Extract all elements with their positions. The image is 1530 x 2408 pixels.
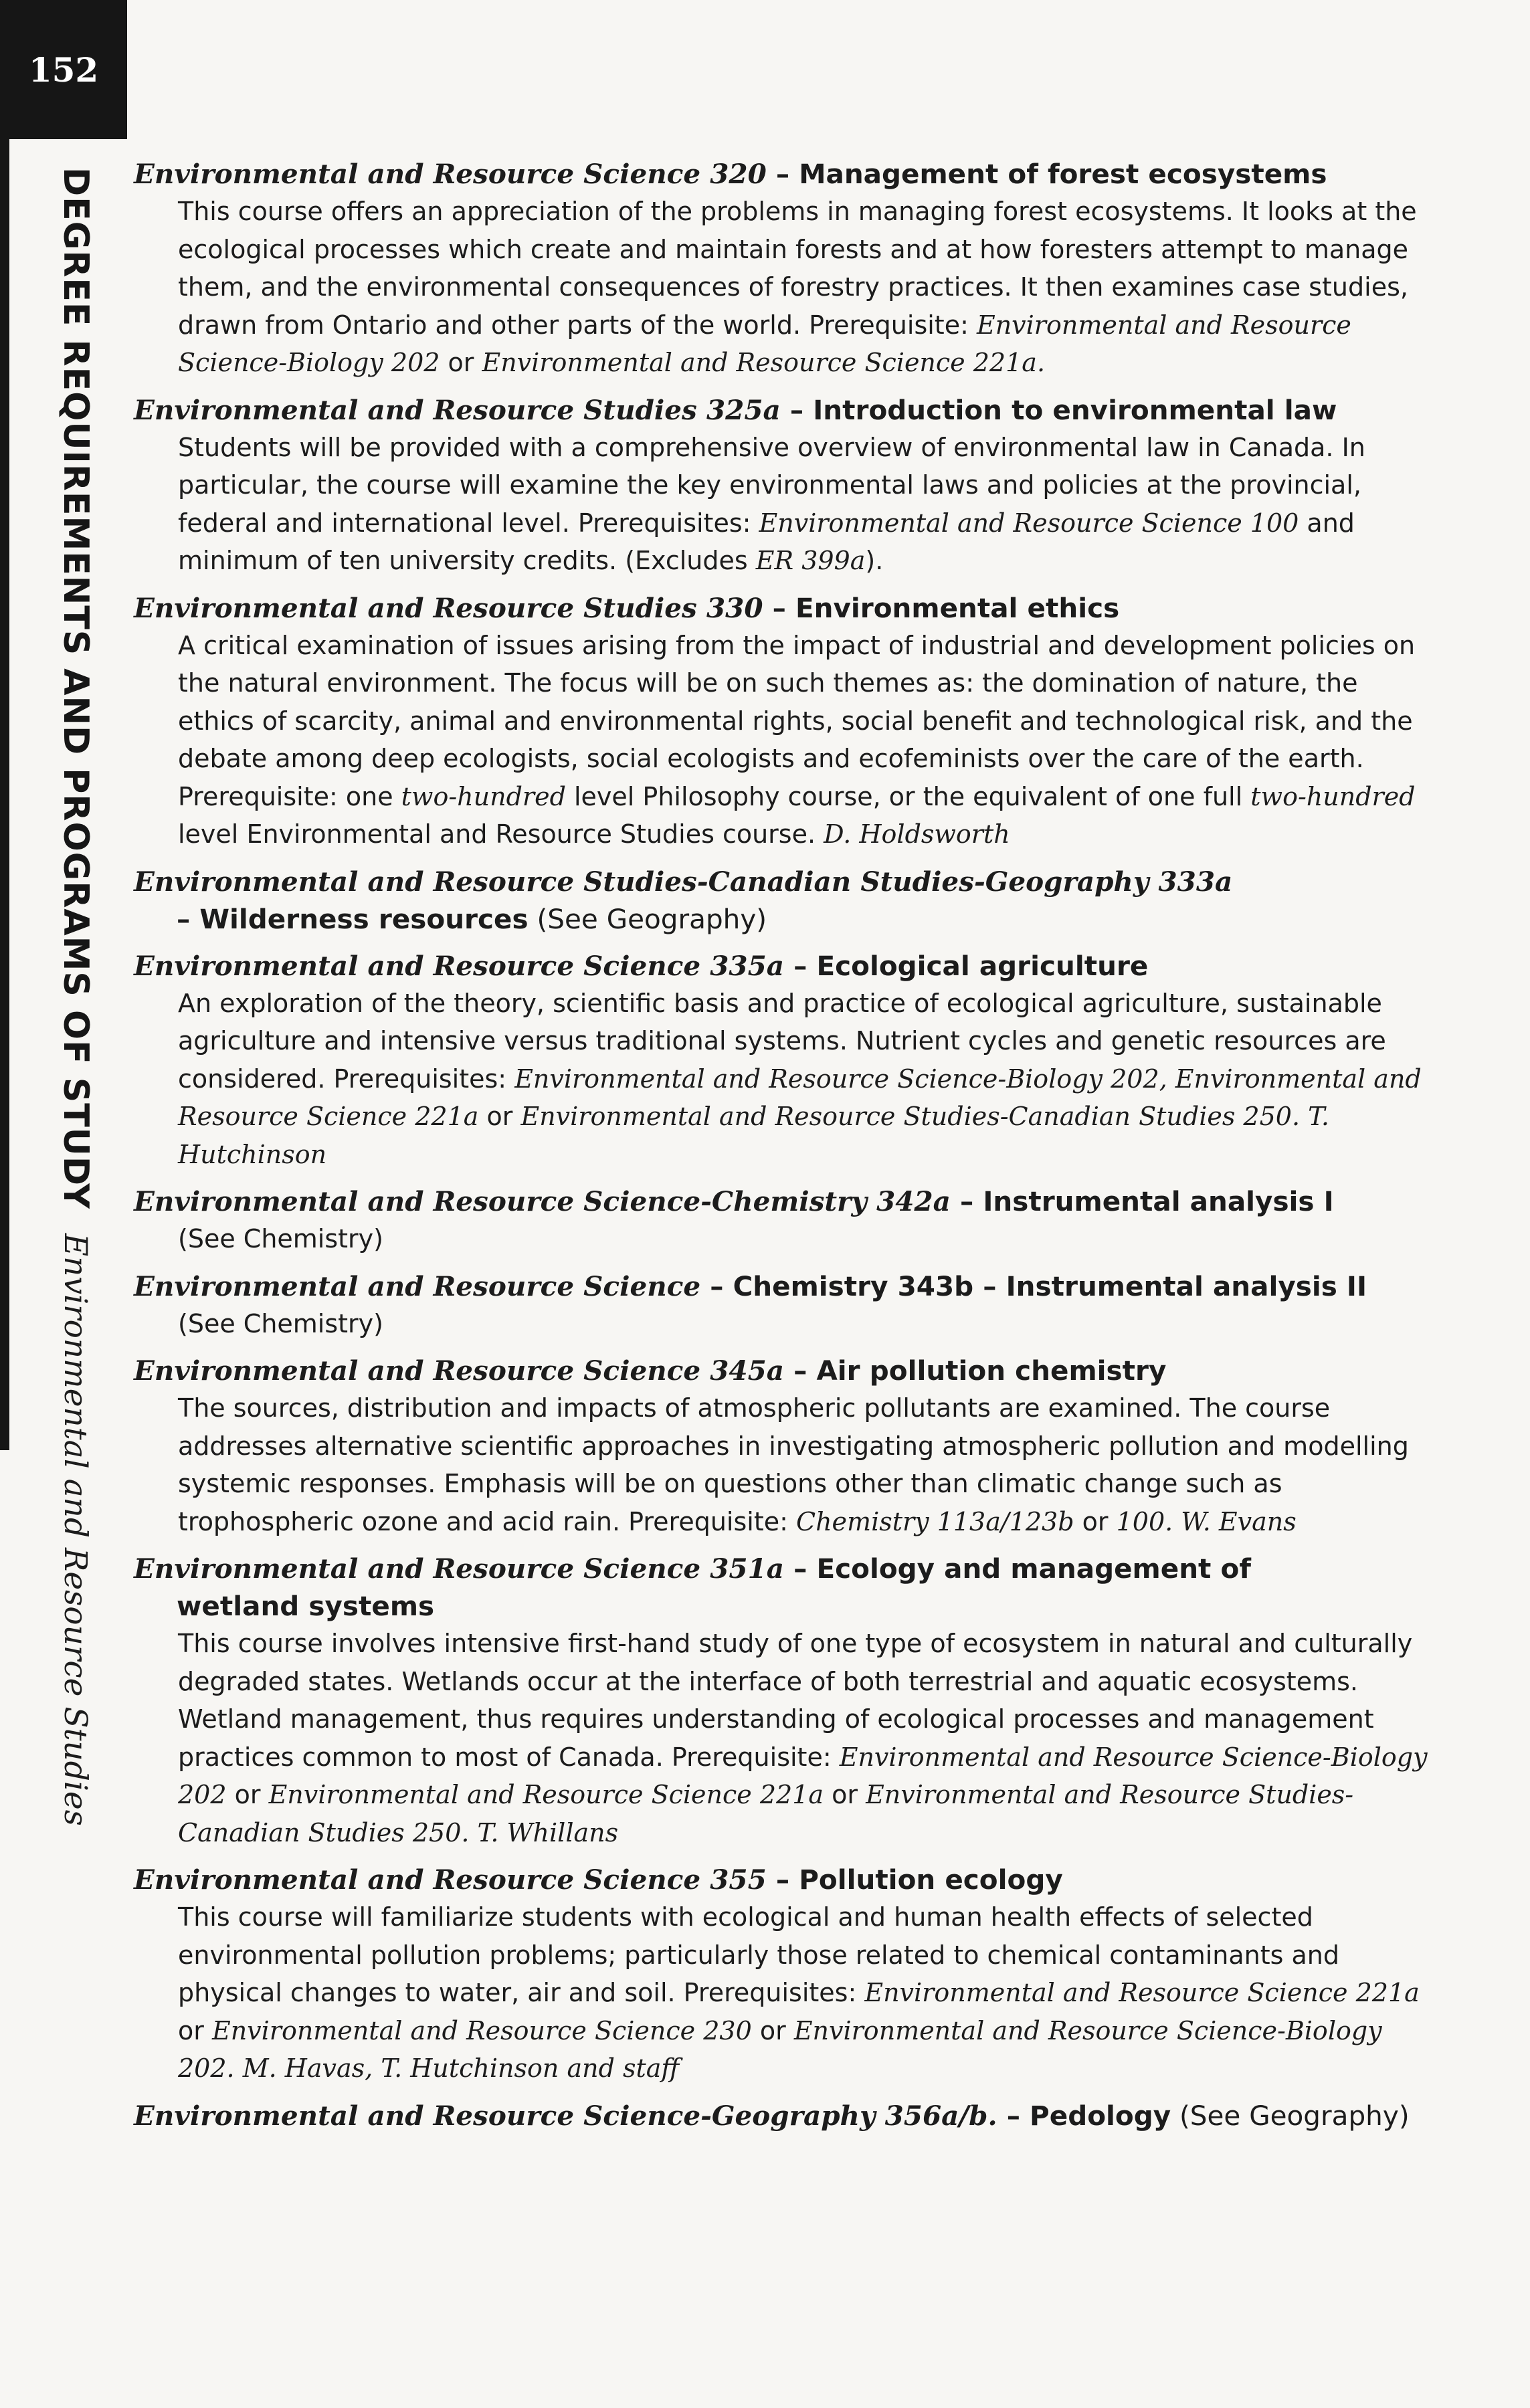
course-entry bbox=[134, 1352, 1432, 1540]
course-title: Management of forest ecosystems bbox=[799, 158, 1327, 190]
course-description: The sources, distribution and impacts of atmospheric pollutants are examined. The course addresses alternative scientific approaches in investigating atmospheric pollution and modelling systemic responses. Emphasis will be on questions other than climatic change such as trophospheric ozone and acid rain. Prerequisite: Chemistry 113a/123b or 100. W. Evans bbox=[178, 1393, 1409, 1536]
side-title bbox=[45, 167, 106, 1826]
course-entry bbox=[134, 155, 1432, 382]
course-title: Environmental ethics bbox=[795, 591, 1120, 624]
course-code: Environmental and Resource Science 335a bbox=[134, 949, 784, 982]
course-title: Wilderness resources bbox=[199, 902, 529, 935]
course-code: Environmental and Resource Science bbox=[134, 1270, 701, 1302]
course-entry bbox=[134, 2097, 1432, 2134]
course-title-continued: wetland systems bbox=[177, 1590, 435, 1622]
course-title: Air pollution chemistry bbox=[816, 1354, 1167, 1387]
course-description: A critical examination of issues arising from the impact of industrial and development policies on the natural environment. The focus will be on such themes as: the domination of nature, the ethics of scarcity, animal and environmental rights, social benefit and technological risk, and the debate among deep ecologists, social ecologists and ecofeminists over the care of the earth. Prerequisite: one two-hundred level Philosophy course, or the equivalent of one full two-hundred level Environmental and Resource Studies course. D. Holdsworth bbox=[178, 630, 1416, 849]
course-title: Instrumental analysis I bbox=[983, 1185, 1334, 1217]
course-description: This course involves intensive first-hand study of one type of ecosystem in natural and culturally degraded states. Wetlands occur at the interface of both terrestrial and aquatic ecosystems. Wetland management, thus requires understanding of ecological processes and management practices common to most of Canada. Prerequisite: Environmental and Resource Science-Biology 202 or Environmental and Resource Science 221a or Environmental and Resource Studies-Canadian Studies 250. T. Whillans bbox=[178, 1629, 1428, 1847]
course-heading: Environmental and Resource Science – Chemistry 343b – Instrumental analysis II bbox=[134, 1270, 1367, 1302]
cross-reference: (See Geography) bbox=[1171, 2099, 1410, 2132]
course-entry bbox=[134, 1861, 1432, 2088]
course-entry bbox=[134, 1183, 1432, 1258]
course-title: Pollution ecology bbox=[799, 1864, 1063, 1896]
course-entry bbox=[134, 1268, 1432, 1343]
course-title: Ecological agriculture bbox=[816, 949, 1149, 982]
course-entry bbox=[134, 391, 1432, 580]
course-list bbox=[134, 155, 1432, 2144]
course-code: Environmental and Resource Science 351a bbox=[134, 1552, 784, 1585]
course-description: Students will be provided with a comprehensive overview of environmental law in Canada. In particular, the course will examine the key environmental laws and policies at the provincial, federal and international level. Prerequisites: Environmental and Resource Science 100 and minimum of ten university credits. (Excludes ER 399a). bbox=[178, 432, 1365, 575]
course-title: Introduction to environmental law bbox=[813, 393, 1337, 426]
course-entry bbox=[134, 1550, 1432, 1851]
course-description: This course will familiarize students with ecological and human health effects of selected environmental pollution problems; particularly those related to chemical contaminants and physical changes to water, air and soil. Prerequisites: Environmental and Resource Science 221a or Environmental and Resource Science 230 or Environmental and Resource Science-Biology 202. M. Havas, T. Hutchinson and staff bbox=[178, 1902, 1420, 2083]
course-code: Environmental and Resource Science-Chemistry 342a bbox=[134, 1185, 951, 1217]
course-code: Environmental and Resource Science 355 bbox=[134, 1864, 767, 1896]
course-code: Environmental and Resource Science 320 bbox=[134, 158, 767, 190]
course-title: Ecology and management of bbox=[816, 1552, 1251, 1585]
cross-reference: (See Geography) bbox=[528, 902, 767, 935]
side-bar bbox=[0, 139, 9, 1450]
course-entry bbox=[134, 947, 1432, 1174]
course-description: An exploration of the theory, scientific basis and practice of ecological agriculture, sustainable agriculture and intensive versus traditional systems. Nutrient cycles and genetic resources are considered. Prerequisites: Environmental and Resource Science-Biology 202, Environmental and Resource Science 221a or Environmental and Resource Studies-Canadian Studies 250. T. Hutchinson bbox=[178, 988, 1422, 1169]
course-heading: Environmental and Resource Science 345a – Air pollution chemistry bbox=[134, 1354, 1167, 1387]
subsection-title: Environmental and Resource Studies bbox=[57, 1233, 94, 1826]
course-title: Pedology bbox=[1030, 2099, 1171, 2132]
course-code: Environmental and Resource Studies-Canadian Studies-Geography 333a bbox=[134, 865, 1233, 898]
course-heading: Environmental and Resource Studies 330 – Environmental ethics bbox=[134, 591, 1120, 624]
course-code: Environmental and Resource Studies 325a bbox=[134, 393, 781, 426]
course-code: Environmental and Resource Science 345a bbox=[134, 1354, 784, 1387]
course-code: Environmental and Resource Studies 330 bbox=[134, 591, 763, 624]
course-heading: Environmental and Resource Studies-Canadian Studies-Geography 333a – Wilderness resources (See Geography) bbox=[134, 865, 1233, 935]
course-heading: Environmental and Resource Science-Chemistry 342a – Instrumental analysis I bbox=[134, 1185, 1334, 1217]
course-entry bbox=[134, 863, 1432, 938]
course-entry bbox=[134, 589, 1432, 854]
course-heading: Environmental and Resource Science 355 – Pollution ecology bbox=[134, 1864, 1063, 1896]
course-heading: Environmental and Resource Science 335a – Ecological agriculture bbox=[134, 949, 1149, 982]
course-description: This course offers an appreciation of the problems in managing forest ecosystems. It looks at the ecological processes which create and maintain forests and at how foresters attempt to manage them, and the environmental consequences of forestry practices. It then examines case studies, drawn from Ontario and other parts of the world. Prerequisite: Environmental and Resource Science-Biology 202 or Environmental and Resource Science 221a. bbox=[178, 197, 1417, 377]
course-code: Environmental and Resource Science-Geography 356a/b. bbox=[134, 2099, 997, 2132]
course-heading: Environmental and Resource Science 320 – Management of forest ecosystems bbox=[134, 158, 1327, 190]
course-heading: Environmental and Resource Science 351a – Ecology and management of wetland systems bbox=[134, 1552, 1251, 1622]
cross-reference: (See Chemistry) bbox=[178, 1308, 383, 1338]
cross-reference: (See Chemistry) bbox=[178, 1224, 383, 1253]
course-title: Chemistry 343b – Instrumental analysis II bbox=[733, 1270, 1367, 1302]
course-heading: Environmental and Resource Science-Geography 356a/b. – Pedology (See Geography) bbox=[134, 2099, 1410, 2132]
course-heading: Environmental and Resource Studies 325a – Introduction to environmental law bbox=[134, 393, 1337, 426]
page-number: 152 bbox=[0, 0, 127, 139]
section-title: DEGREE REQUIREMENTS AND PROGRAMS OF STUDY bbox=[56, 167, 96, 1209]
